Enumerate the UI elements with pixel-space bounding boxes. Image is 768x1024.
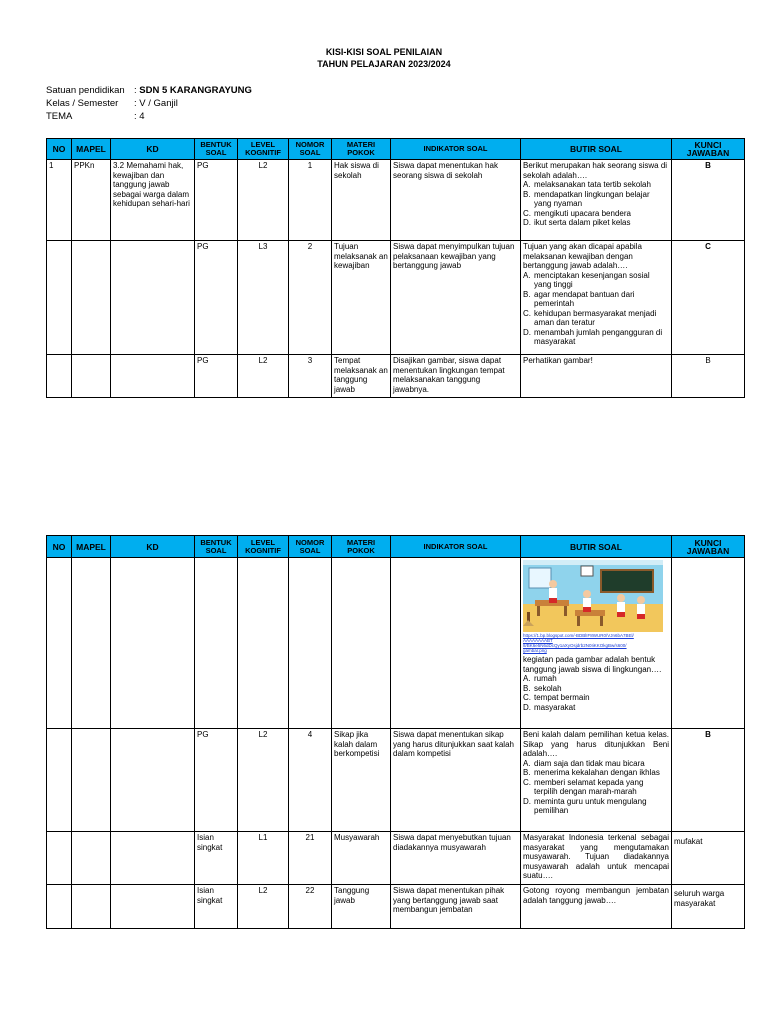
cell-bentuk: PG bbox=[195, 241, 238, 355]
butir-stem: kegiatan pada gambar adalah bentuk tanggung jawab siswa di lingkungan…. bbox=[523, 655, 662, 674]
option: C. mengikuti upacara bendera bbox=[523, 208, 631, 218]
doc-subtitle: TAHUN PELAJARAN 2023/2024 bbox=[317, 59, 451, 69]
cell-nomor: 2 bbox=[289, 241, 332, 355]
option: C. memberi selamat kepada yang terpilih dengan marah-marah bbox=[523, 777, 644, 796]
table-row bbox=[47, 885, 745, 929]
header-mapel: MAPEL bbox=[72, 536, 111, 558]
header-bentuk: BENTUK SOAL bbox=[195, 139, 238, 160]
butir-stem: Tujuan yang akan dicapai apabila melaksanan kewajiban dengan bertanggung jawab adalah…. bbox=[523, 242, 642, 270]
option: D. ikut serta dalam piket kelas bbox=[523, 218, 631, 227]
cell-bentuk: Isian singkat bbox=[195, 832, 238, 885]
info-label: Satuan pendidikan bbox=[46, 85, 125, 96]
kisi-table-1 bbox=[46, 138, 745, 398]
cell-butir bbox=[521, 355, 672, 398]
cell-materi: Sikap jika kalah dalam berkompetisi bbox=[332, 729, 391, 832]
info-value: 4 bbox=[139, 111, 145, 122]
cell-level: L2 bbox=[238, 355, 289, 398]
info-label: TEMA bbox=[46, 111, 73, 122]
butir-stem: Perhatikan gambar! bbox=[523, 356, 593, 365]
cell-kunci: mufakat bbox=[672, 832, 745, 885]
info-value: V / Ganjil bbox=[139, 98, 178, 109]
header-bentuk: BENTUK SOAL bbox=[195, 536, 238, 558]
cell-butir bbox=[521, 160, 672, 241]
option: D. menambah jumlah pengangguran di masyarakat bbox=[523, 327, 663, 346]
cell-butir bbox=[521, 729, 672, 832]
cell-materi: Tanggung jawab bbox=[332, 885, 391, 929]
doc-title: KISI-KISI SOAL PENILAIAN bbox=[325, 47, 443, 57]
cell-nomor: 22 bbox=[289, 885, 332, 929]
cell-materi: Tujuan melaksanak an kewajiban bbox=[332, 241, 391, 355]
header-materi: MATERI POKOK bbox=[332, 536, 391, 558]
cell-mapel bbox=[72, 355, 111, 398]
cell-bentuk: PG bbox=[195, 355, 238, 398]
cell-no bbox=[47, 241, 72, 355]
cell-bentuk: PG bbox=[195, 160, 238, 241]
cell-materi: Tempat melaksanak an tanggung jawab bbox=[332, 355, 391, 398]
butir-stem: Gotong royong membangun jembatan adalah tanggung jawab…. bbox=[523, 886, 669, 905]
table-row bbox=[47, 558, 745, 729]
info-label: Kelas / Semester bbox=[46, 98, 119, 109]
cell-butir bbox=[521, 558, 672, 729]
info-tema: TEMA : 4 bbox=[46, 111, 145, 122]
option: A. rumah bbox=[523, 674, 557, 683]
header-kunci: KUNCI JAWABAN bbox=[672, 139, 745, 160]
table-row bbox=[47, 355, 745, 398]
cell-kd bbox=[111, 355, 195, 398]
option: A. menciptakan kesenjangan sosial yang tinggi bbox=[523, 270, 650, 289]
table-row bbox=[47, 832, 745, 885]
header-materi: MATERI POKOK bbox=[332, 139, 391, 160]
option: C. tempat bermain bbox=[523, 693, 590, 702]
cell-mapel: PPKn bbox=[72, 160, 111, 241]
header-row bbox=[47, 536, 745, 558]
header-butir: BUTIR SOAL bbox=[521, 139, 672, 160]
butir-stem: Masyarakat Indonesia terkenal sebagai masyarakat yang mengutamakan musyawarah. Tujuan diadakannya musyawarah adalah untuk mencapai suatu…. bbox=[523, 833, 669, 880]
info-value: SDN 5 KARANGRAYUNG bbox=[139, 85, 252, 96]
cell-indikator: Siswa dapat menentukan hak seorang siswa di sekolah bbox=[391, 160, 521, 241]
header-mapel: MAPEL bbox=[72, 139, 111, 160]
option: B. menerima kekalahan dengan ikhlas bbox=[523, 768, 660, 777]
cell-butir bbox=[521, 241, 672, 355]
cell-level: L2 bbox=[238, 729, 289, 832]
header-kd: KD bbox=[111, 139, 195, 160]
header-level: LEVEL KOGNITIF bbox=[238, 536, 289, 558]
header-level: LEVEL KOGNITIF bbox=[238, 139, 289, 160]
cell-level: L1 bbox=[238, 832, 289, 885]
info-satuan: Satuan pendidikan : SDN 5 KARANGRAYUNG bbox=[46, 85, 252, 96]
table-row bbox=[47, 729, 745, 832]
header-indikator: INDIKATOR SOAL bbox=[391, 536, 521, 558]
cell-level: L2 bbox=[238, 885, 289, 929]
cell-nomor: 4 bbox=[289, 729, 332, 832]
option: B. mendapatkan lingkungan belajar yang nyaman bbox=[523, 189, 650, 208]
table-row bbox=[47, 160, 745, 241]
cell-level: L3 bbox=[238, 241, 289, 355]
header-no: NO bbox=[47, 536, 72, 558]
option: C. kehidupan bermasyarakat menjadi aman dan teratur bbox=[523, 308, 657, 327]
cell-no bbox=[47, 355, 72, 398]
cell-materi: Musyawarah bbox=[332, 832, 391, 885]
butir-stem: Berikut merupakan hak seorang siswa di sekolah adalah…. bbox=[523, 161, 668, 180]
header-butir: BUTIR SOAL bbox=[521, 536, 672, 558]
header-kunci: KUNCI JAWABAN bbox=[672, 536, 745, 558]
info-kelas: Kelas / Semester : V / Ganjil bbox=[46, 98, 178, 109]
cell-kunci: B bbox=[672, 355, 745, 398]
butir-stem: Beni kalah dalam pemilihan ketua kelas. Sikap yang harus ditunjukkan Beni adalah…. bbox=[523, 730, 669, 758]
cell-nomor: 1 bbox=[289, 160, 332, 241]
classroom-picture bbox=[523, 560, 663, 632]
table-row bbox=[47, 241, 745, 355]
option: A. melaksanakan tata tertib sekolah bbox=[523, 180, 651, 189]
image-source-link[interactable]: https://1.bp.blogspot.com/-BDBlIF8WUR0/VJn6bA7BEl/ AAAAAAAABT 8/BK6e5N6dDcQy1aXyOsjdrb2N0IiKKOkgBw/s600/ gambar.png bbox=[523, 633, 634, 653]
kisi-table-2 bbox=[46, 535, 745, 929]
cell-butir bbox=[521, 885, 672, 929]
cell-kunci: B bbox=[672, 160, 745, 241]
header-row bbox=[47, 139, 745, 160]
option: A. diam saja dan tidak mau bicara bbox=[523, 758, 645, 768]
cell-butir bbox=[521, 832, 672, 885]
option: B. sekolah bbox=[523, 683, 562, 693]
option: B. agar mendapat bantuan dari pemerintah bbox=[523, 289, 635, 308]
cell-no: 1 bbox=[47, 160, 72, 241]
cell-mapel bbox=[72, 241, 111, 355]
cell-kunci: B bbox=[672, 729, 745, 832]
cell-indikator: Siswa dapat menyimpulkan tujuan pelaksanaan kewajiban yang bertanggung jawab bbox=[391, 241, 521, 355]
header-kd: KD bbox=[111, 536, 195, 558]
option: D. masyarakat bbox=[523, 702, 576, 712]
header-no: NO bbox=[47, 139, 72, 160]
cell-level: L2 bbox=[238, 160, 289, 241]
cell-indikator: Siswa dapat menyebutkan tujuan diadakannya musyawarah bbox=[391, 832, 521, 885]
cell-kd bbox=[111, 241, 195, 355]
cell-kunci: seluruh warga masyarakat bbox=[672, 885, 745, 929]
cell-indikator: Siswa dapat menentukan pihak yang bertanggung jawab saat membangun jembatan bbox=[391, 885, 521, 929]
cell-nomor: 3 bbox=[289, 355, 332, 398]
cell-indikator: Disajikan gambar, siswa dapat menentukan lingkungan tempat melaksanakan tanggung jawabnya. bbox=[391, 355, 521, 398]
header-nomor: NOMOR SOAL bbox=[289, 536, 332, 558]
option: D. meminta guru untuk mengulang pemilihan bbox=[523, 796, 647, 815]
cell-indikator: Siswa dapat menentukan sikap yang harus ditunjukkan saat kalah dalam kompetisi bbox=[391, 729, 521, 832]
cell-bentuk: PG bbox=[195, 729, 238, 832]
cell-kunci: C bbox=[672, 241, 745, 355]
cell-bentuk: Isian singkat bbox=[195, 885, 238, 929]
header-indikator: INDIKATOR SOAL bbox=[391, 139, 521, 160]
header-nomor: NOMOR SOAL bbox=[289, 139, 332, 160]
cell-nomor: 21 bbox=[289, 832, 332, 885]
cell-kd: 3.2 Memahami hak, kewajiban dan tanggung jawab sebagai warga dalam kehidupan sehari-hari bbox=[111, 160, 195, 241]
classroom-illustration bbox=[523, 560, 663, 632]
cell-materi: Hak siswa di sekolah bbox=[332, 160, 391, 241]
